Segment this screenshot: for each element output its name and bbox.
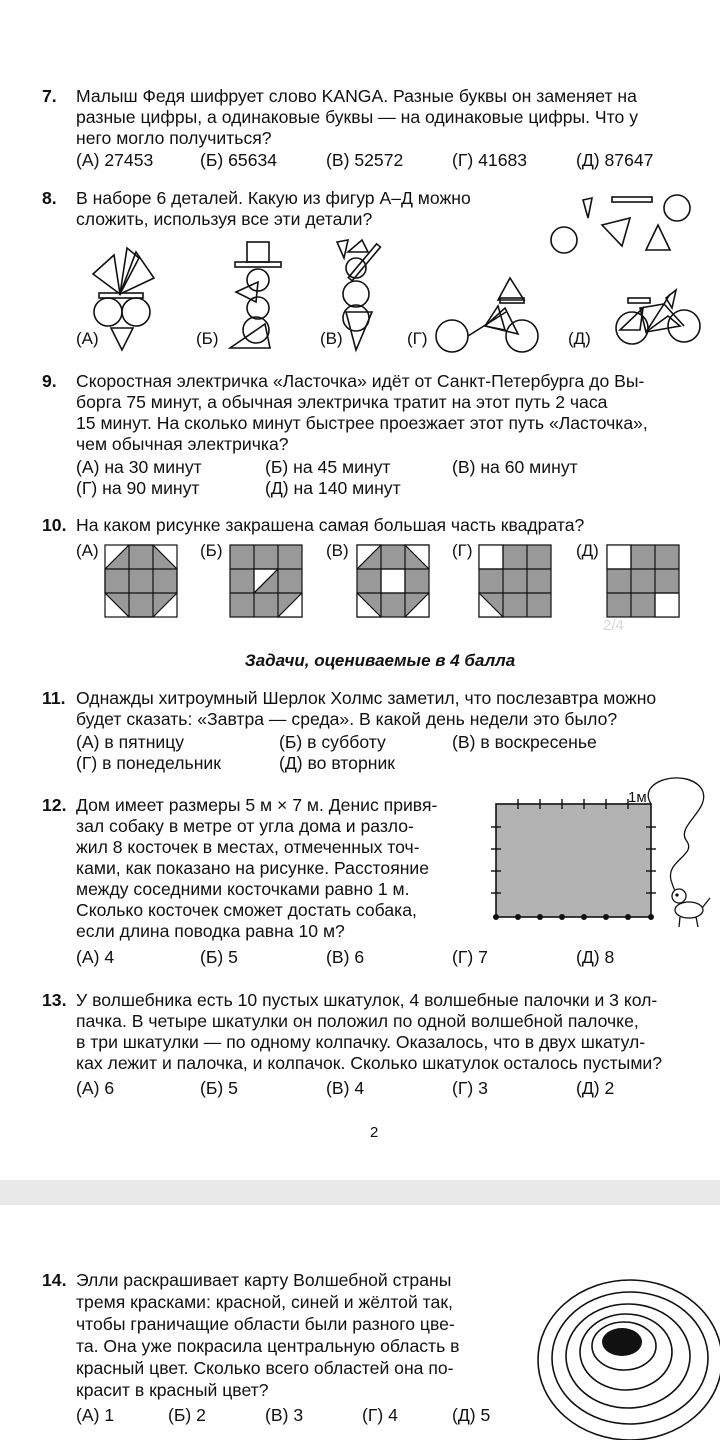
square-label-g: (Г)	[452, 541, 473, 560]
problem-14-option-a: (А) 1	[76, 1405, 115, 1425]
square-a	[105, 545, 177, 617]
problem-8-line: сложить, используя все эти детали?	[76, 209, 373, 229]
problem-9-line: борга 75 минут, а обычная электричка тратит на этот путь 2 часа	[76, 392, 608, 412]
section-title: Задачи, оцениваемые в 4 балла	[244, 651, 516, 670]
problem-7-line: разные цифры, а одинаковые буквы — на одинаковые цифры. Что у	[76, 107, 638, 127]
square-label-b: (Б)	[200, 541, 223, 560]
problem-13-option-g: (Г) 3	[452, 1078, 488, 1098]
problem-14-line: та. Она уже покрасила центральную область в	[76, 1336, 460, 1356]
problem-13-line: в три шкатулки — по одному колпачку. Оказалось, что в двух шкатул-	[76, 1032, 646, 1052]
problem-12-line: Сколько косточек сможет достать собака,	[76, 900, 417, 920]
square-d	[607, 545, 679, 617]
map-figure	[530, 1260, 720, 1440]
problem-12-line: Дом имеет размеры 5 м × 7 м. Денис привя-	[76, 795, 438, 815]
shaded-squares	[0, 545, 720, 617]
figures-a-to-d	[80, 238, 720, 358]
figure-g	[436, 278, 538, 352]
problem-13-option-a: (А) 6	[76, 1078, 115, 1098]
problem-8-line: В наборе 6 деталей. Какую из фигур А–Д можно	[76, 188, 471, 208]
dog-icon	[672, 889, 710, 927]
problem-11-option-g: (Г) в понедельник	[76, 753, 221, 773]
problem-7-option-d: (Д) 87647	[576, 150, 654, 170]
problem-11-line: будет сказать: «Завтра — среда». В какой день недели это было?	[76, 709, 618, 729]
problem-13-number: 13.	[42, 990, 67, 1010]
problem-7-option-v: (В) 52572	[326, 150, 404, 170]
problem-14-line: красит в красный цвет?	[76, 1380, 269, 1400]
problem-12-line: ками, как показано на рисунке. Расстояние	[76, 858, 430, 878]
leash-label: 1м	[628, 789, 647, 806]
square-label-d: (Д)	[576, 541, 599, 560]
problem-14-option-d: (Д) 5	[452, 1405, 491, 1425]
problem-12-option-d: (Д) 8	[576, 947, 615, 967]
problem-7-option-g: (Г) 41683	[452, 150, 528, 170]
problem-14-line: Элли раскрашивает карту Волшебной страны	[76, 1270, 452, 1290]
figure-label-v: (В)	[320, 329, 343, 348]
problem-13-line: пачка. В четыре шкатулки он положил по одной волшебной палочке,	[76, 1011, 639, 1031]
problem-13-option-v: (В) 4	[326, 1078, 365, 1098]
problem-9-option-v: (В) на 60 минут	[452, 457, 578, 477]
square-b	[230, 545, 302, 617]
problem-7-line: Малыш Федя шифрует слово KANGA. Разные буквы он заменяет на	[76, 86, 637, 106]
figure-b	[230, 242, 281, 348]
problem-12-line: между соседними косточками равно 1 м.	[76, 879, 410, 899]
problem-7-line: него могло получиться?	[76, 128, 272, 148]
problem-14-line: чтобы граничащие области были разного цве-	[76, 1314, 455, 1334]
page-3	[0, 1205, 720, 1440]
problem-9-line: чем обычная электричка?	[76, 434, 289, 454]
figure-label-b: (Б)	[196, 329, 219, 348]
problem-11-option-d: (Д) во вторник	[279, 753, 395, 773]
problem-14-option-v: (В) 3	[265, 1405, 304, 1425]
problem-7-number: 7.	[42, 86, 57, 106]
house-dog-figure	[486, 780, 720, 930]
problem-13-line: У волшебника есть 10 пустых шкатулок, 4 волшебные палочки и 3 кол-	[76, 990, 658, 1010]
problem-12-option-b: (Б) 5	[200, 947, 238, 967]
problem-10-number: 10.	[42, 515, 67, 535]
problem-11-option-v: (В) в воскресенье	[452, 732, 597, 752]
problem-8-number: 8.	[42, 188, 57, 208]
figure-label-d: (Д)	[568, 329, 591, 348]
problem-13-line: ках лежит и палочка, и колпачок. Сколько шкатулок осталось пустыми?	[76, 1053, 663, 1073]
problem-9-option-b: (Б) на 45 минут	[265, 457, 391, 477]
problem-14-line: тремя красками: красной, синей и жёлтой так,	[76, 1292, 453, 1312]
figure-v	[337, 240, 380, 350]
problem-12-option-g: (Г) 7	[452, 947, 488, 967]
figure-label-a: (А)	[76, 329, 99, 348]
problem-11-line: Однажды хитроумный Шерлок Холмс заметил, что послезавтра можно	[76, 688, 657, 708]
figure-a	[93, 248, 154, 350]
problem-11-number: 11.	[42, 688, 66, 708]
square-g	[479, 545, 551, 617]
figure-d	[616, 290, 700, 344]
figure-label-g: (Г)	[407, 329, 428, 348]
problem-12-line: если длина поводка равна 10 м?	[76, 921, 345, 941]
problem-14-line: красный цвет. Сколько всего областей она по-	[76, 1358, 454, 1378]
problem-9-line: 15 минут. На сколько минут быстрее проезжает этот путь «Ласточка»,	[76, 413, 648, 433]
square-v	[357, 545, 429, 617]
problem-11-option-a: (А) в пятницу	[76, 732, 185, 752]
page-number: 2	[370, 1124, 379, 1141]
problem-14-option-b: (Б) 2	[168, 1405, 206, 1425]
problem-7-option-b: (Б) 65634	[200, 150, 278, 170]
page-watermark: 2/4	[603, 617, 624, 634]
problem-12-number: 12.	[42, 795, 67, 815]
problem-9-option-a: (А) на 30 минут	[76, 457, 202, 477]
problem-9-line: Скоростная электричка «Ласточка» идёт от Санкт-Петербурга до Вы-	[76, 371, 645, 391]
problem-9-option-g: (Г) на 90 минут	[76, 478, 200, 498]
problem-13-option-b: (Б) 5	[200, 1078, 238, 1098]
problem-12-line: зал собаку в метре от угла дома и разло-	[76, 816, 414, 836]
problem-14-number: 14.	[42, 1270, 67, 1290]
problem-12-line: жил 8 косточек в местах, отмеченных точ-	[76, 837, 420, 857]
problem-12-option-v: (В) 6	[326, 947, 365, 967]
problem-9-number: 9.	[42, 371, 57, 391]
problem-11-option-b: (Б) в субботу	[279, 732, 386, 752]
problem-7-option-a: (А) 27453	[76, 150, 154, 170]
problem-9-option-d: (Д) на 140 минут	[265, 478, 401, 498]
problem-14-option-g: (Г) 4	[362, 1405, 398, 1425]
problem-10-line: На каком рисунке закрашена самая большая часть квадрата?	[76, 515, 585, 535]
problem-13-option-d: (Д) 2	[576, 1078, 615, 1098]
problem-12-option-a: (А) 4	[76, 947, 115, 967]
square-label-a: (А)	[76, 541, 99, 560]
square-label-v: (В)	[326, 541, 349, 560]
